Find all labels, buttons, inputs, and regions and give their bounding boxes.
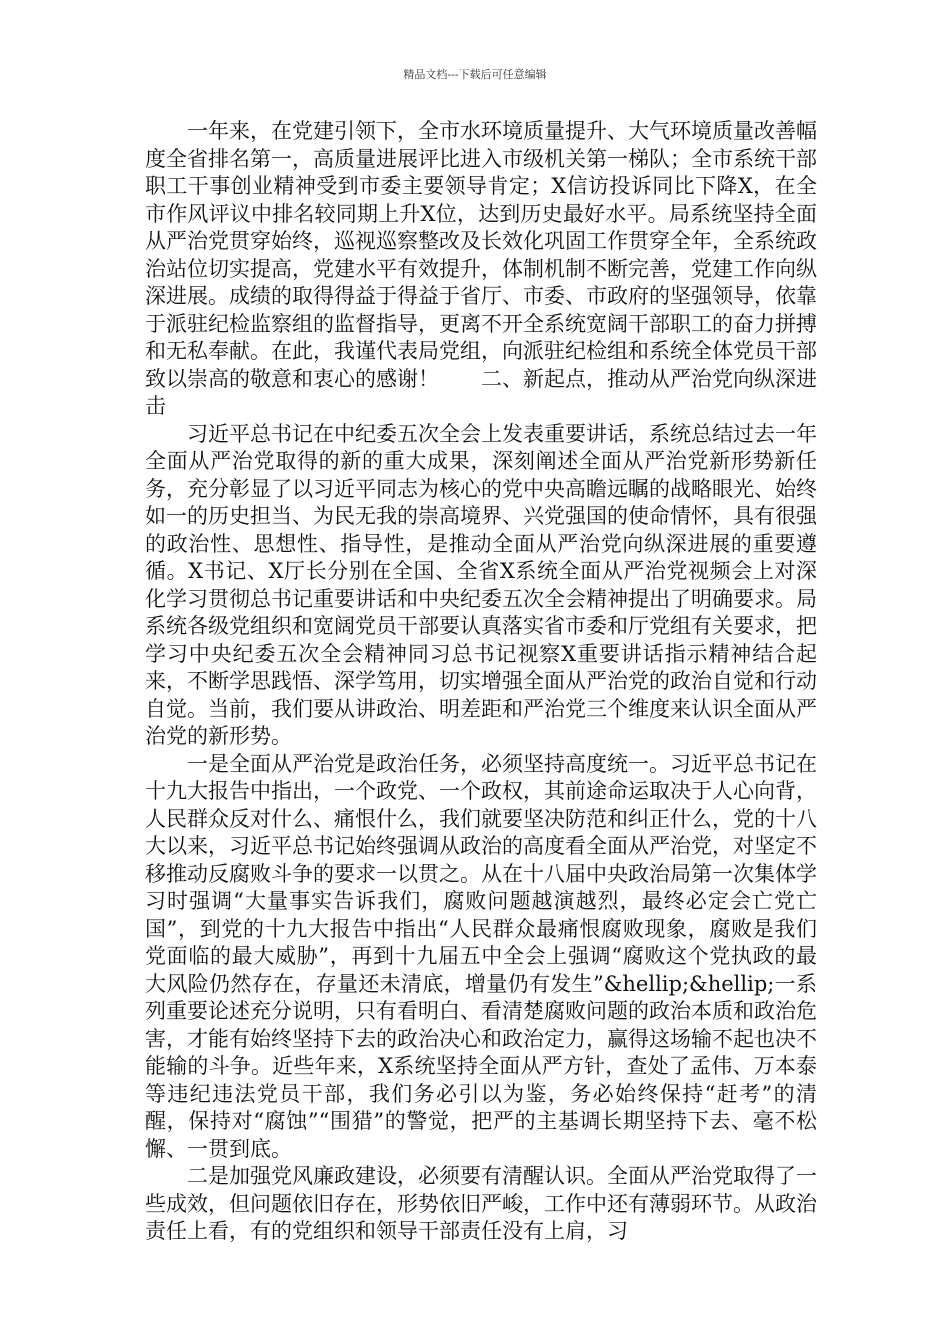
- paragraph-1: 一年来，在党建引领下，全市水环境质量提升、大气环境质量改善幅度全省排名第一，高质量进展评比进入市级机关第一梯队；全市系统干部职工干事创业精神受到市委主要领导肯定；X信访投诉同比下降X，在全市作风评议中排名较同期上升X位，达到历史最好水平。局系统坚持全面从严治党贯穿始终，巡视巡察整改及长效化巩固工作贯穿全年，全系统政治站位切实提高，党建水平有效提升，体制机制不断完善，党建工作向纵深进展。成绩的取得得益于得益于省厅、市委、市政府的坚强领导，依靠于派驻纪检监察组的监督指导，更离不开全系统宽阔干部职工的奋力拼搏和无私奉献。在此，我谨代表局党组，向派驻纪检组和系统全体党员干部致以崇高的敬意和衷心的感谢！ 二、新起点，推动从严治党向纵深进击: [145, 119, 817, 418]
- paragraph-2: 习近平总书记在中纪委五次全会上发表重要讲话，系统总结过去一年全面从严治党取得的新的重大成果，深刻阐述全面从严治党新形势新任务，充分彰显了以习近平同志为核心的党中央高瞻远瞩的战略眼光、始终如一的历史担当、为民无我的崇高境界、兴党强国的使命情怀，具有很强的政治性、思想性、指导性，是推动全面从严治党向纵深进展的重要遵循。X书记、X厅长分别在全国、全省X系统全面从严治党视频会上对深化学习贯彻总书记重要讲话和中央纪委五次全会精神提出了明确要求。局系统各级党组织和宽阔党员干部要认真落实省市委和厅党组有关要求，把学习中央纪委五次全会精神同习总书记视察X重要讲话指示精神结合起来，不断学思践悟、深学笃用，切实增强全面从严治党的政治自觉和行动自觉。当前，我们要从讲政治、明差距和严治党三个维度来认识全面从严治党的新形势。: [145, 421, 817, 748]
- page-header: 精品文档---下载后可任意编辑: [403, 68, 547, 81]
- paragraph-3: 一是全面从严治党是政治任务，必须坚持高度统一。习近平总书记在十九大报告中指出，一个政党、一个政权，其前途命运取决于人心向背，人民群众反对什么、痛恨什么，我们就要坚决防范和纠正什么，党的十八大以来，习近平总书记始终强调从政治的高度看全面从严治党，对坚定不移推动反腐败斗争的要求一以贯之。从在十八届中央政治局第一次集体学习时强调“大量事实告诉我们，腐败问题越演越烈，最终必定会亡党亡国”，到党的十九大报告中指出“人民群众最痛恨腐败现象，腐败是我们党面临的最大威胁”，再到十九届五中全会上强调“腐败这个党执政的最大风险仍然存在，存量还未清底，增量仍有发生”&hellip;&hellip;一系列重要论述充分说明，只有看明白、看清楚腐败问题的政治本质和政治危害，才能有始终坚持下去的政治决心和政治定力，赢得这场输不起也决不能输的斗争。近些年来，X系统坚持全面从严方针，查处了孟伟、万本泰等违纪违法党员干部，我们务必引以为鉴，务必始终保持“赶考”的清醒，保持对“腐蚀”“围猎”的警觉，把严的主基调长期坚持下去、毫不松懈、一贯到底。: [145, 751, 817, 1161]
- document-body: [145, 118, 817, 1246]
- paragraph-4: 二是加强党风廉政建设，必须要有清醒认识。全面从严治党取得了一些成效，但问题依旧存在，形势依旧严峻，工作中还有薄弱环节。从政治责任上看，有的党组织和领导干部责任没有上肩，习: [145, 1164, 817, 1243]
